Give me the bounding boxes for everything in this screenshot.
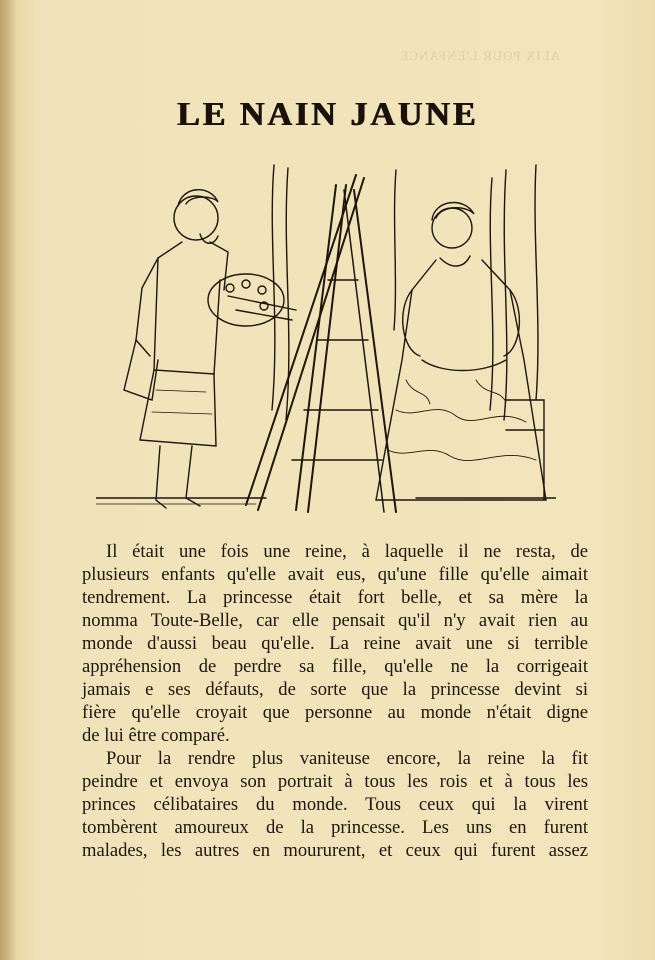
text-line: tendrement. La princesse était fort belle, et sa mère la [82, 587, 588, 608]
text-line: princes célibataires du monde. Tous ceux qui la virent [82, 794, 588, 815]
illustration-painter-and-princess [96, 160, 556, 532]
text-line: Pour la rendre plus vaniteuse encore, la reine la fit [106, 748, 588, 769]
text-line: nomma Toute-Belle, car elle pensait qu'il n'y avait rien au [82, 610, 588, 631]
text-line: tombèrent amoureux de la princesse. Les uns en furent [82, 817, 588, 838]
text-line: jamais e ses défauts, de sorte que la princesse devint si [82, 679, 588, 700]
paragraph-1 [82, 540, 588, 747]
text-line: appréhension de perdre sa fille, qu'elle ne la corrigeait [82, 656, 588, 677]
text-line: fière qu'elle croyait que personne au monde n'était digne [82, 702, 588, 723]
text-line: de lui être comparé. [82, 725, 230, 746]
story-text [82, 540, 588, 862]
text-line: monde d'aussi beau qu'elle. La reine avait une si terrible [82, 633, 588, 654]
binding-shadow [0, 0, 16, 960]
bleed-through-text: ALIX POUR L'ENFANCE [399, 48, 560, 63]
text-line: Il était une fois une reine, à laquelle il ne resta, de [106, 541, 588, 562]
text-line: plusieurs enfants qu'elle avait eus, qu'une fille qu'elle aimait [82, 564, 588, 585]
page-title: LE NAIN JAUNE [176, 96, 479, 133]
paragraph-2 [82, 747, 588, 862]
text-line: malades, les autres en moururent, et ceux qui furent assez [82, 840, 588, 861]
text-line: peindre et envoya son portrait à tous les rois et à tous les [82, 771, 588, 792]
